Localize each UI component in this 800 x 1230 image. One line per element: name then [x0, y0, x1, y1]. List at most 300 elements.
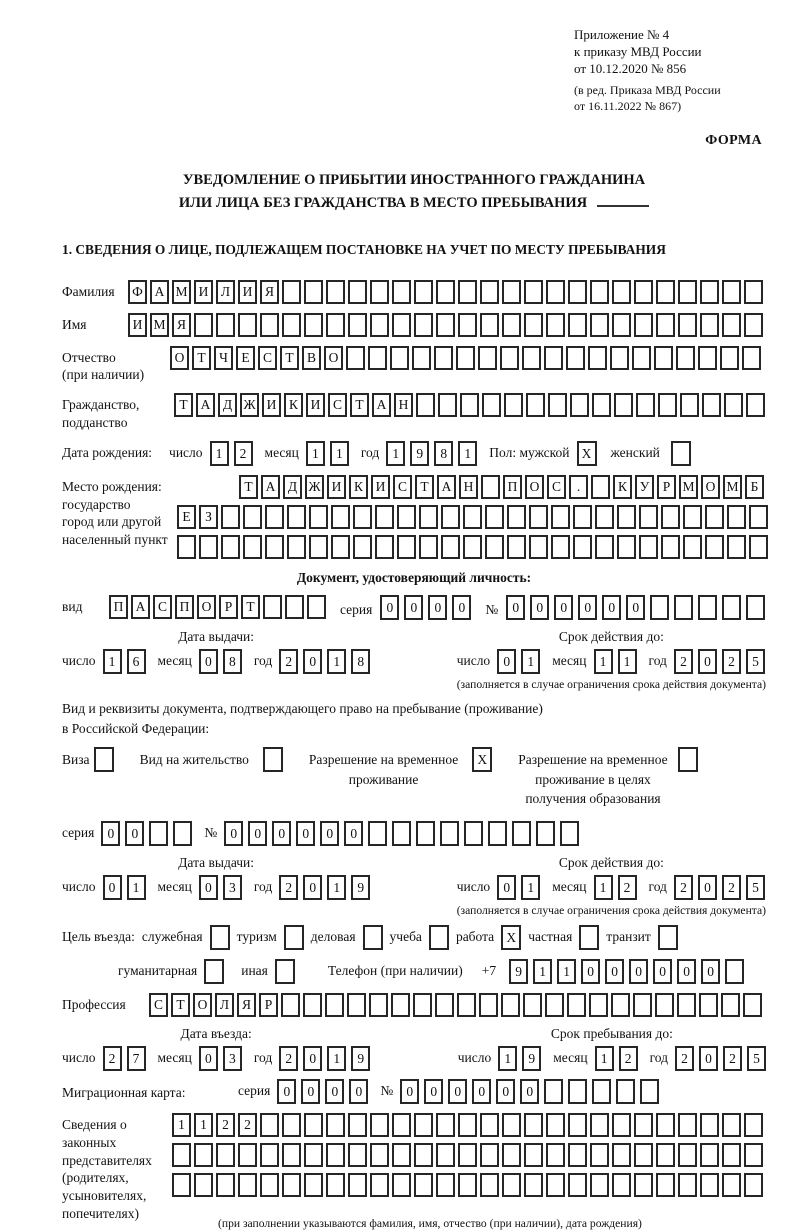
char-cell[interactable]	[416, 393, 435, 417]
char-cell[interactable]	[611, 993, 630, 1017]
char-cell[interactable]	[650, 595, 669, 620]
char-cell[interactable]: 1	[498, 1046, 517, 1071]
char-cell[interactable]	[177, 535, 196, 559]
char-cell[interactable]	[700, 1143, 719, 1167]
char-cell[interactable]: Т	[280, 346, 299, 370]
char-cell[interactable]	[353, 505, 372, 529]
char-cell[interactable]: 0	[224, 821, 243, 846]
char-cell[interactable]	[698, 346, 717, 370]
purpose-tourism-checkbox[interactable]	[284, 925, 304, 950]
char-cell[interactable]	[502, 1173, 521, 1197]
char-cell[interactable]: 0	[605, 959, 624, 984]
char-cell[interactable]: А	[131, 595, 150, 619]
visa-checkbox[interactable]	[94, 747, 114, 772]
char-cell[interactable]	[369, 993, 388, 1017]
char-cell[interactable]: 8	[351, 649, 370, 674]
char-cell[interactable]	[480, 1143, 499, 1167]
char-cell[interactable]	[480, 1173, 499, 1197]
char-cell[interactable]	[529, 535, 548, 559]
char-cell[interactable]: 0	[296, 821, 315, 846]
char-cell[interactable]: 0	[497, 649, 516, 674]
char-cell[interactable]: 0	[248, 821, 267, 846]
char-cell[interactable]	[699, 993, 718, 1017]
char-cell[interactable]	[639, 505, 658, 529]
char-cell[interactable]: О	[701, 475, 720, 499]
char-cell[interactable]: 2	[279, 649, 298, 674]
char-cell[interactable]: 5	[746, 875, 765, 900]
char-cell[interactable]	[436, 1173, 455, 1197]
char-cell[interactable]	[634, 1143, 653, 1167]
char-cell[interactable]: 2	[618, 875, 637, 900]
char-cell[interactable]	[700, 280, 719, 304]
char-cell[interactable]	[413, 993, 432, 1017]
char-cell[interactable]	[502, 1143, 521, 1167]
char-cell[interactable]	[346, 346, 365, 370]
char-cell[interactable]	[392, 821, 411, 846]
char-cell[interactable]: 0	[199, 1046, 218, 1071]
char-cell[interactable]	[348, 1113, 367, 1137]
char-cell[interactable]: 0	[303, 1046, 322, 1071]
char-cell[interactable]: 0	[699, 1046, 718, 1071]
char-cell[interactable]	[458, 280, 477, 304]
char-cell[interactable]	[501, 993, 520, 1017]
char-cell[interactable]	[238, 313, 257, 337]
char-cell[interactable]	[634, 1173, 653, 1197]
char-cell[interactable]	[392, 280, 411, 304]
char-cell[interactable]: Ж	[240, 393, 259, 417]
char-cell[interactable]: 5	[746, 649, 765, 674]
purpose-work-checkbox[interactable]: X	[501, 925, 521, 950]
char-cell[interactable]	[419, 535, 438, 559]
char-cell[interactable]	[326, 1113, 345, 1137]
char-cell[interactable]	[570, 393, 589, 417]
char-cell[interactable]: 1	[557, 959, 576, 984]
char-cell[interactable]: 0	[199, 875, 218, 900]
char-cell[interactable]	[265, 535, 284, 559]
char-cell[interactable]: П	[109, 595, 128, 619]
char-cell[interactable]	[744, 313, 763, 337]
char-cell[interactable]	[656, 280, 675, 304]
char-cell[interactable]	[370, 280, 389, 304]
char-cell[interactable]: 0	[400, 1079, 419, 1104]
char-cell[interactable]	[656, 1173, 675, 1197]
char-cell[interactable]	[482, 393, 501, 417]
char-cell[interactable]: 1	[330, 441, 349, 466]
char-cell[interactable]: Я	[237, 993, 256, 1017]
char-cell[interactable]	[331, 505, 350, 529]
char-cell[interactable]: О	[193, 993, 212, 1017]
char-cell[interactable]	[348, 313, 367, 337]
char-cell[interactable]: Т	[241, 595, 260, 619]
char-cell[interactable]	[661, 535, 680, 559]
char-cell[interactable]	[705, 535, 724, 559]
char-cell[interactable]	[436, 1113, 455, 1137]
char-cell[interactable]: 2	[722, 649, 741, 674]
char-cell[interactable]	[546, 313, 565, 337]
char-cell[interactable]	[238, 1173, 257, 1197]
char-cell[interactable]	[544, 346, 563, 370]
char-cell[interactable]: Б	[745, 475, 764, 499]
char-cell[interactable]: 1	[533, 959, 552, 984]
char-cell[interactable]	[522, 346, 541, 370]
char-cell[interactable]	[551, 535, 570, 559]
char-cell[interactable]	[391, 993, 410, 1017]
char-cell[interactable]	[456, 346, 475, 370]
char-cell[interactable]	[656, 1113, 675, 1137]
char-cell[interactable]: К	[284, 393, 303, 417]
char-cell[interactable]	[746, 393, 765, 417]
char-cell[interactable]	[260, 1143, 279, 1167]
char-cell[interactable]	[412, 346, 431, 370]
char-cell[interactable]	[326, 313, 345, 337]
char-cell[interactable]	[617, 505, 636, 529]
char-cell[interactable]: И	[238, 280, 257, 304]
char-cell[interactable]	[721, 993, 740, 1017]
char-cell[interactable]: С	[328, 393, 347, 417]
char-cell[interactable]	[480, 280, 499, 304]
char-cell[interactable]	[700, 313, 719, 337]
char-cell[interactable]: А	[261, 475, 280, 499]
char-cell[interactable]	[368, 346, 387, 370]
char-cell[interactable]	[612, 1113, 631, 1137]
char-cell[interactable]	[546, 1143, 565, 1167]
char-cell[interactable]	[309, 535, 328, 559]
char-cell[interactable]	[287, 505, 306, 529]
char-cell[interactable]	[304, 1143, 323, 1167]
char-cell[interactable]	[500, 346, 519, 370]
char-cell[interactable]	[282, 280, 301, 304]
char-cell[interactable]	[678, 1173, 697, 1197]
char-cell[interactable]: С	[547, 475, 566, 499]
char-cell[interactable]: 1	[594, 875, 613, 900]
char-cell[interactable]	[390, 346, 409, 370]
purpose-business-checkbox[interactable]	[363, 925, 383, 950]
char-cell[interactable]	[573, 535, 592, 559]
char-cell[interactable]	[221, 535, 240, 559]
char-cell[interactable]: Ж	[305, 475, 324, 499]
char-cell[interactable]	[616, 1079, 635, 1104]
char-cell[interactable]	[727, 505, 746, 529]
char-cell[interactable]: Е	[236, 346, 255, 370]
char-cell[interactable]: 9	[351, 875, 370, 900]
char-cell[interactable]: Ф	[128, 280, 147, 304]
char-cell[interactable]: 1	[210, 441, 229, 466]
char-cell[interactable]: 0	[497, 875, 516, 900]
char-cell[interactable]	[216, 1143, 235, 1167]
char-cell[interactable]	[633, 993, 652, 1017]
char-cell[interactable]: Л	[215, 993, 234, 1017]
char-cell[interactable]: З	[199, 505, 218, 529]
char-cell[interactable]	[282, 1143, 301, 1167]
char-cell[interactable]: 0	[277, 1079, 296, 1104]
char-cell[interactable]: С	[153, 595, 172, 619]
char-cell[interactable]: Д	[218, 393, 237, 417]
char-cell[interactable]	[654, 346, 673, 370]
char-cell[interactable]	[634, 1113, 653, 1137]
char-cell[interactable]: 2	[674, 649, 693, 674]
char-cell[interactable]	[722, 595, 741, 620]
char-cell[interactable]	[683, 505, 702, 529]
char-cell[interactable]: 1	[618, 649, 637, 674]
char-cell[interactable]	[677, 993, 696, 1017]
char-cell[interactable]	[592, 393, 611, 417]
char-cell[interactable]: 0	[103, 875, 122, 900]
char-cell[interactable]	[727, 535, 746, 559]
char-cell[interactable]: Ч	[214, 346, 233, 370]
char-cell[interactable]	[700, 1113, 719, 1137]
char-cell[interactable]	[725, 959, 744, 984]
char-cell[interactable]	[590, 313, 609, 337]
purpose-private-checkbox[interactable]	[579, 925, 599, 950]
char-cell[interactable]: С	[149, 993, 168, 1017]
char-cell[interactable]: 2	[103, 1046, 122, 1071]
char-cell[interactable]	[590, 280, 609, 304]
char-cell[interactable]: Т	[171, 993, 190, 1017]
purpose-study-checkbox[interactable]	[429, 925, 449, 950]
char-cell[interactable]: К	[613, 475, 632, 499]
char-cell[interactable]	[368, 821, 387, 846]
char-cell[interactable]	[238, 1143, 257, 1167]
char-cell[interactable]	[282, 1173, 301, 1197]
char-cell[interactable]: 0	[581, 959, 600, 984]
char-cell[interactable]	[287, 535, 306, 559]
char-cell[interactable]: 0	[496, 1079, 515, 1104]
char-cell[interactable]	[744, 1113, 763, 1137]
char-cell[interactable]	[658, 393, 677, 417]
char-cell[interactable]	[590, 1173, 609, 1197]
char-cell[interactable]	[309, 505, 328, 529]
char-cell[interactable]: 1	[103, 649, 122, 674]
char-cell[interactable]: 2	[216, 1113, 235, 1137]
char-cell[interactable]	[375, 505, 394, 529]
char-cell[interactable]	[656, 313, 675, 337]
char-cell[interactable]: 9	[509, 959, 528, 984]
char-cell[interactable]	[526, 393, 545, 417]
char-cell[interactable]	[592, 1079, 611, 1104]
char-cell[interactable]: 0	[404, 595, 423, 620]
char-cell[interactable]	[544, 1079, 563, 1104]
char-cell[interactable]: 2	[238, 1113, 257, 1137]
char-cell[interactable]: 2	[723, 1046, 742, 1071]
char-cell[interactable]: 1	[521, 875, 540, 900]
char-cell[interactable]	[545, 993, 564, 1017]
char-cell[interactable]	[700, 1173, 719, 1197]
char-cell[interactable]	[546, 280, 565, 304]
char-cell[interactable]: Р	[219, 595, 238, 619]
char-cell[interactable]: 0	[320, 821, 339, 846]
char-cell[interactable]	[524, 1143, 543, 1167]
char-cell[interactable]	[216, 313, 235, 337]
char-cell[interactable]: .	[569, 475, 588, 499]
purpose-transit-checkbox[interactable]	[658, 925, 678, 950]
char-cell[interactable]: 2	[279, 1046, 298, 1071]
char-cell[interactable]: 3	[223, 875, 242, 900]
char-cell[interactable]	[260, 1113, 279, 1137]
char-cell[interactable]	[458, 313, 477, 337]
char-cell[interactable]: 3	[223, 1046, 242, 1071]
char-cell[interactable]	[678, 280, 697, 304]
char-cell[interactable]: 7	[127, 1046, 146, 1071]
char-cell[interactable]	[705, 505, 724, 529]
char-cell[interactable]: 6	[127, 649, 146, 674]
char-cell[interactable]	[523, 993, 542, 1017]
char-cell[interactable]	[326, 1173, 345, 1197]
char-cell[interactable]	[457, 993, 476, 1017]
temp-residence-checkbox[interactable]: X	[472, 747, 492, 772]
char-cell[interactable]: 1	[127, 875, 146, 900]
char-cell[interactable]	[172, 1143, 191, 1167]
char-cell[interactable]	[480, 1113, 499, 1137]
purpose-humanitarian-checkbox[interactable]	[204, 959, 224, 984]
char-cell[interactable]	[502, 280, 521, 304]
char-cell[interactable]	[392, 313, 411, 337]
char-cell[interactable]: М	[723, 475, 742, 499]
char-cell[interactable]	[702, 393, 721, 417]
char-cell[interactable]	[634, 313, 653, 337]
char-cell[interactable]	[479, 993, 498, 1017]
char-cell[interactable]	[285, 595, 304, 619]
char-cell[interactable]	[612, 313, 631, 337]
char-cell[interactable]	[680, 393, 699, 417]
char-cell[interactable]	[436, 313, 455, 337]
char-cell[interactable]	[595, 505, 614, 529]
char-cell[interactable]	[480, 313, 499, 337]
char-cell[interactable]: 0	[602, 595, 621, 620]
char-cell[interactable]: 0	[272, 821, 291, 846]
char-cell[interactable]: М	[172, 280, 191, 304]
char-cell[interactable]	[347, 993, 366, 1017]
char-cell[interactable]: 0	[349, 1079, 368, 1104]
char-cell[interactable]	[478, 346, 497, 370]
char-cell[interactable]: 9	[410, 441, 429, 466]
char-cell[interactable]: М	[679, 475, 698, 499]
char-cell[interactable]	[502, 313, 521, 337]
char-cell[interactable]	[419, 505, 438, 529]
char-cell[interactable]: Я	[260, 280, 279, 304]
char-cell[interactable]: И	[306, 393, 325, 417]
char-cell[interactable]	[281, 993, 300, 1017]
char-cell[interactable]	[742, 346, 761, 370]
char-cell[interactable]	[436, 280, 455, 304]
char-cell[interactable]: Л	[216, 280, 235, 304]
char-cell[interactable]: А	[150, 280, 169, 304]
char-cell[interactable]	[304, 313, 323, 337]
char-cell[interactable]	[304, 1113, 323, 1137]
char-cell[interactable]	[414, 1143, 433, 1167]
char-cell[interactable]	[216, 1173, 235, 1197]
residence-permit-checkbox[interactable]	[263, 747, 283, 772]
char-cell[interactable]	[722, 280, 741, 304]
char-cell[interactable]	[512, 821, 531, 846]
char-cell[interactable]: Т	[415, 475, 434, 499]
char-cell[interactable]	[744, 1173, 763, 1197]
char-cell[interactable]: 2	[722, 875, 741, 900]
char-cell[interactable]: 0	[472, 1079, 491, 1104]
char-cell[interactable]: Р	[657, 475, 676, 499]
char-cell[interactable]	[464, 821, 483, 846]
char-cell[interactable]	[661, 505, 680, 529]
char-cell[interactable]	[265, 505, 284, 529]
char-cell[interactable]: А	[196, 393, 215, 417]
char-cell[interactable]: 5	[747, 1046, 766, 1071]
char-cell[interactable]: О	[170, 346, 189, 370]
char-cell[interactable]	[392, 1113, 411, 1137]
char-cell[interactable]	[173, 821, 192, 846]
char-cell[interactable]	[260, 1173, 279, 1197]
char-cell[interactable]	[678, 1143, 697, 1167]
char-cell[interactable]: 0	[698, 649, 717, 674]
char-cell[interactable]: 2	[675, 1046, 694, 1071]
char-cell[interactable]: Н	[459, 475, 478, 499]
char-cell[interactable]	[348, 1143, 367, 1167]
char-cell[interactable]	[348, 280, 367, 304]
purpose-official-checkbox[interactable]	[210, 925, 230, 950]
char-cell[interactable]	[481, 475, 500, 499]
char-cell[interactable]	[463, 535, 482, 559]
char-cell[interactable]: Н	[394, 393, 413, 417]
char-cell[interactable]: 0	[626, 595, 645, 620]
char-cell[interactable]	[749, 535, 768, 559]
char-cell[interactable]: А	[372, 393, 391, 417]
char-cell[interactable]: 0	[101, 821, 120, 846]
char-cell[interactable]	[307, 595, 326, 619]
char-cell[interactable]: 0	[301, 1079, 320, 1104]
char-cell[interactable]: 0	[653, 959, 672, 984]
char-cell[interactable]: Я	[172, 313, 191, 337]
char-cell[interactable]: Р	[259, 993, 278, 1017]
char-cell[interactable]	[749, 505, 768, 529]
char-cell[interactable]	[524, 1173, 543, 1197]
char-cell[interactable]: 1	[594, 649, 613, 674]
char-cell[interactable]	[674, 595, 693, 620]
char-cell[interactable]	[397, 535, 416, 559]
char-cell[interactable]: 1	[306, 441, 325, 466]
char-cell[interactable]: С	[393, 475, 412, 499]
char-cell[interactable]	[524, 1113, 543, 1137]
char-cell[interactable]	[149, 821, 168, 846]
char-cell[interactable]: П	[503, 475, 522, 499]
char-cell[interactable]: У	[635, 475, 654, 499]
char-cell[interactable]	[507, 535, 526, 559]
char-cell[interactable]	[440, 821, 459, 846]
char-cell[interactable]	[199, 535, 218, 559]
char-cell[interactable]: А	[437, 475, 456, 499]
char-cell[interactable]	[610, 346, 629, 370]
char-cell[interactable]	[326, 280, 345, 304]
char-cell[interactable]: И	[194, 280, 213, 304]
char-cell[interactable]	[502, 1113, 521, 1137]
temp-residence-edu-checkbox[interactable]	[678, 747, 698, 772]
char-cell[interactable]	[595, 535, 614, 559]
char-cell[interactable]	[678, 1113, 697, 1137]
char-cell[interactable]	[720, 346, 739, 370]
char-cell[interactable]	[588, 346, 607, 370]
char-cell[interactable]	[655, 993, 674, 1017]
char-cell[interactable]: 1	[172, 1113, 191, 1137]
char-cell[interactable]: 8	[223, 649, 242, 674]
char-cell[interactable]: 0	[530, 595, 549, 620]
char-cell[interactable]	[722, 1173, 741, 1197]
char-cell[interactable]: 8	[434, 441, 453, 466]
char-cell[interactable]	[331, 535, 350, 559]
char-cell[interactable]	[282, 313, 301, 337]
char-cell[interactable]: 2	[619, 1046, 638, 1071]
char-cell[interactable]	[326, 1143, 345, 1167]
char-cell[interactable]: Т	[350, 393, 369, 417]
char-cell[interactable]	[560, 821, 579, 846]
char-cell[interactable]: Т	[174, 393, 193, 417]
char-cell[interactable]: 0	[506, 595, 525, 620]
